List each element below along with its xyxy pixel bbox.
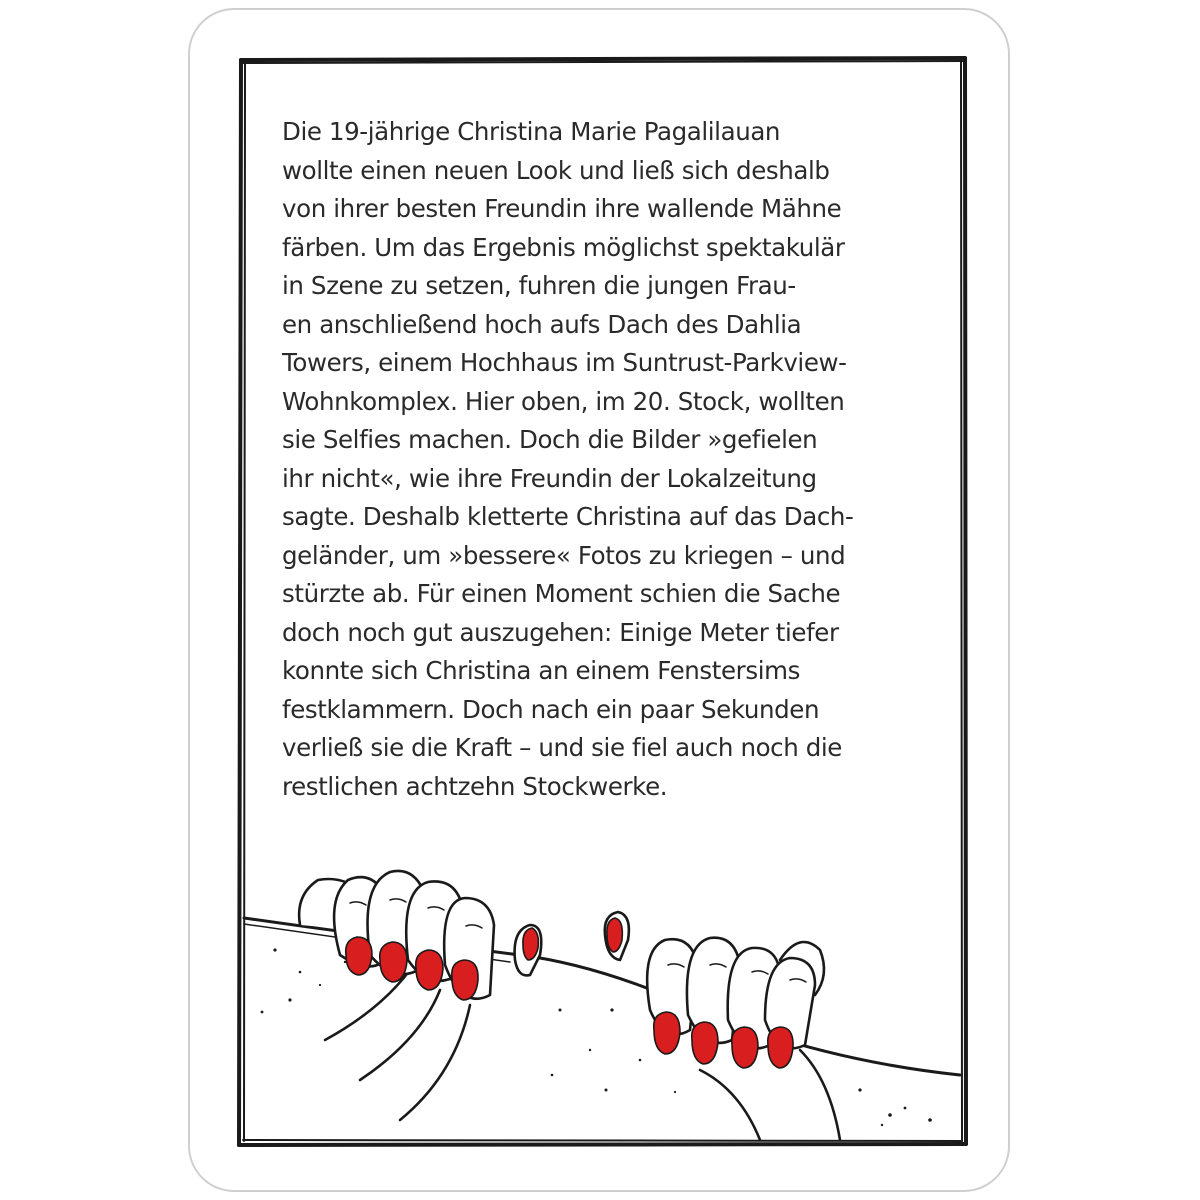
- story-line: en anschließend hoch aufs Dach des Dahlia: [282, 309, 802, 339]
- story-line: konnte sich Christina an einem Fenstersims: [282, 656, 800, 685]
- story-line: doch noch gut auszugehen: Einige Meter tiefer: [282, 617, 839, 647]
- left-hand: [299, 871, 541, 1120]
- story-line: von ihrer besten Freundin ihre wallende Mähne: [282, 194, 842, 223]
- story-line: Wohnkomplex. Hier oben, im 20. Stock, wollten: [282, 386, 845, 416]
- story-line: sagte. Deshalb kletterte Christina auf das Dach-: [282, 502, 854, 531]
- story-line: stürzte ab. Für einen Moment schien die Sache: [282, 579, 841, 608]
- story-line: restlichen achtzehn Stockwerke.: [282, 771, 668, 801]
- story-line: in Szene zu setzen, fuhren die jungen Frau-: [282, 271, 796, 300]
- story-line: Die 19-jährige Christina Marie Pagalilauan: [282, 117, 781, 146]
- story-line: wollte einen neuen Look und ließ sich deshalb: [282, 155, 830, 185]
- story-line: verließ sie die Kraft – und sie fiel auch noch die: [282, 733, 842, 762]
- story-line: geländer, um »bessere« Fotos zu kriegen – und: [282, 540, 846, 570]
- story-line: färben. Um das Ergebnis möglichst spektakulär: [282, 232, 845, 262]
- story-line: ihr nicht«, wie ihre Freundin der Lokalzeitung: [282, 463, 817, 493]
- story-line: sie Selfies machen. Doch die Bilder »gefielen: [282, 425, 818, 454]
- right-hand: [605, 912, 840, 1140]
- story-line: Towers, einem Hochhaus im Suntrust-Parkview-: [282, 348, 847, 377]
- story-line: festklammern. Doch nach ein paar Sekunden: [282, 694, 820, 724]
